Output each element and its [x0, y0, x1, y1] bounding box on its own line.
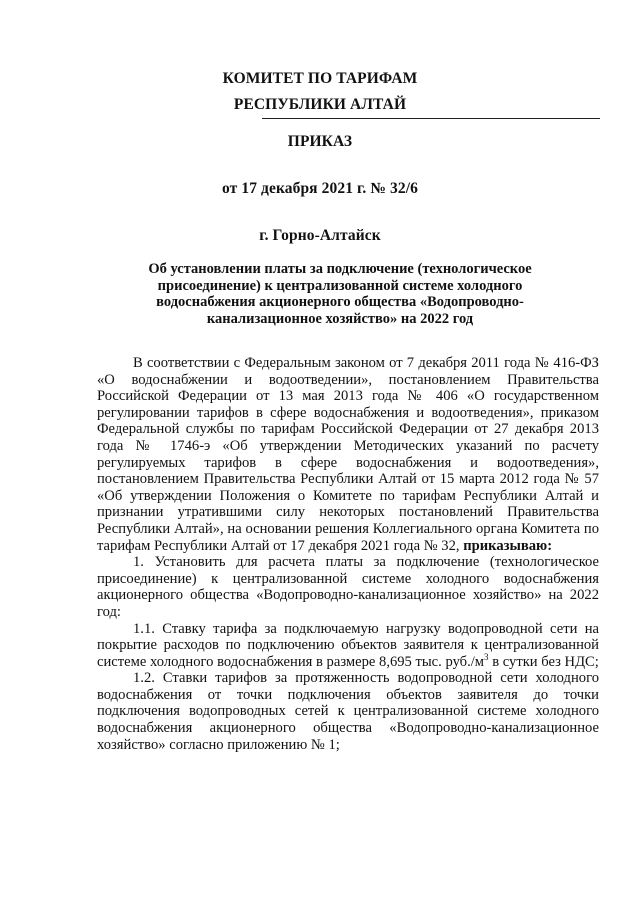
preamble-text: В соответствии с Федеральным законом от 7 декабря 2011 года № 416-ФЗ «О водоснабжении и водоотведении», постановлением Правительства Российской Федерации от 13 мая 2013 года № 406 «О государственном регулировании тарифов в сфере водоснабжения и водоотведения», приказом Федеральной службы по тарифам Российской Федерации от 27 декабря 2013 года № 1746-э «Об утверждении Методических указаний по расчету регулируемых тарифов в сфере водоснабжения и водоотведения», постановлением Правительства Республики Алтай от 15 марта 2012 года № 57 «Об утверждении Положения о Комитете по тарифам Республики Алтай и признании утратившими силу некоторых постановлений Правительства Республики Алтай», на основании решения Коллегиального органа Комитета по тарифам Республики Алтай от 17 декабря 2021 года № 32, [97, 355, 599, 554]
header-divider [262, 118, 600, 119]
document-type: ПРИКАЗ [287, 133, 353, 150]
order-word: приказываю: [463, 537, 553, 554]
committee-name-line1: КОМИТЕТ ПО ТАРИФАМ [222, 70, 418, 87]
document-date-number: от 17 декабря 2021 г. № 32/6 [222, 180, 418, 197]
item-1-2-paragraph: 1.2. Ставки тарифов за протяженность водопроводной сети холодного водоснабжения от точки подключения объектов заявителя до точки подключения водопроводных сетей к централизованной системе холодного водоснабжения акционерного общества «Водопроводно-канализационное хозяйство» согласно приложению № 1; [97, 670, 599, 753]
preamble-paragraph [97, 355, 599, 554]
document-body [97, 355, 599, 753]
item-1-paragraph: 1. Установить для расчета платы за подключение (технологическое присоединение) к централизованной системе холодного водоснабжения акционерного общества «Водопроводно-канализационное хозяйство» на 2022 год: [97, 554, 599, 620]
committee-name-line2: РЕСПУБЛИКИ АЛТАЙ [233, 96, 407, 113]
document-title: Об установлении платы за подключение (технологическое присоединение) к централизованной системе холодного водоснабжения акционерного общества «Водопроводно-канализационное хозяйство» на 2022 год [148, 261, 532, 327]
document-city: г. Горно-Алтайск [259, 227, 381, 244]
item-1-1-paragraph: 1.1. Ставку тарифа за подключаемую нагрузку водопроводной сети на покрытие расходов по подключению объектов заявителя к централизованной системе холодного водоснабжения в размере 8,695 тыс. $руб./м^3$ в сутки без НДС; [97, 620, 599, 670]
